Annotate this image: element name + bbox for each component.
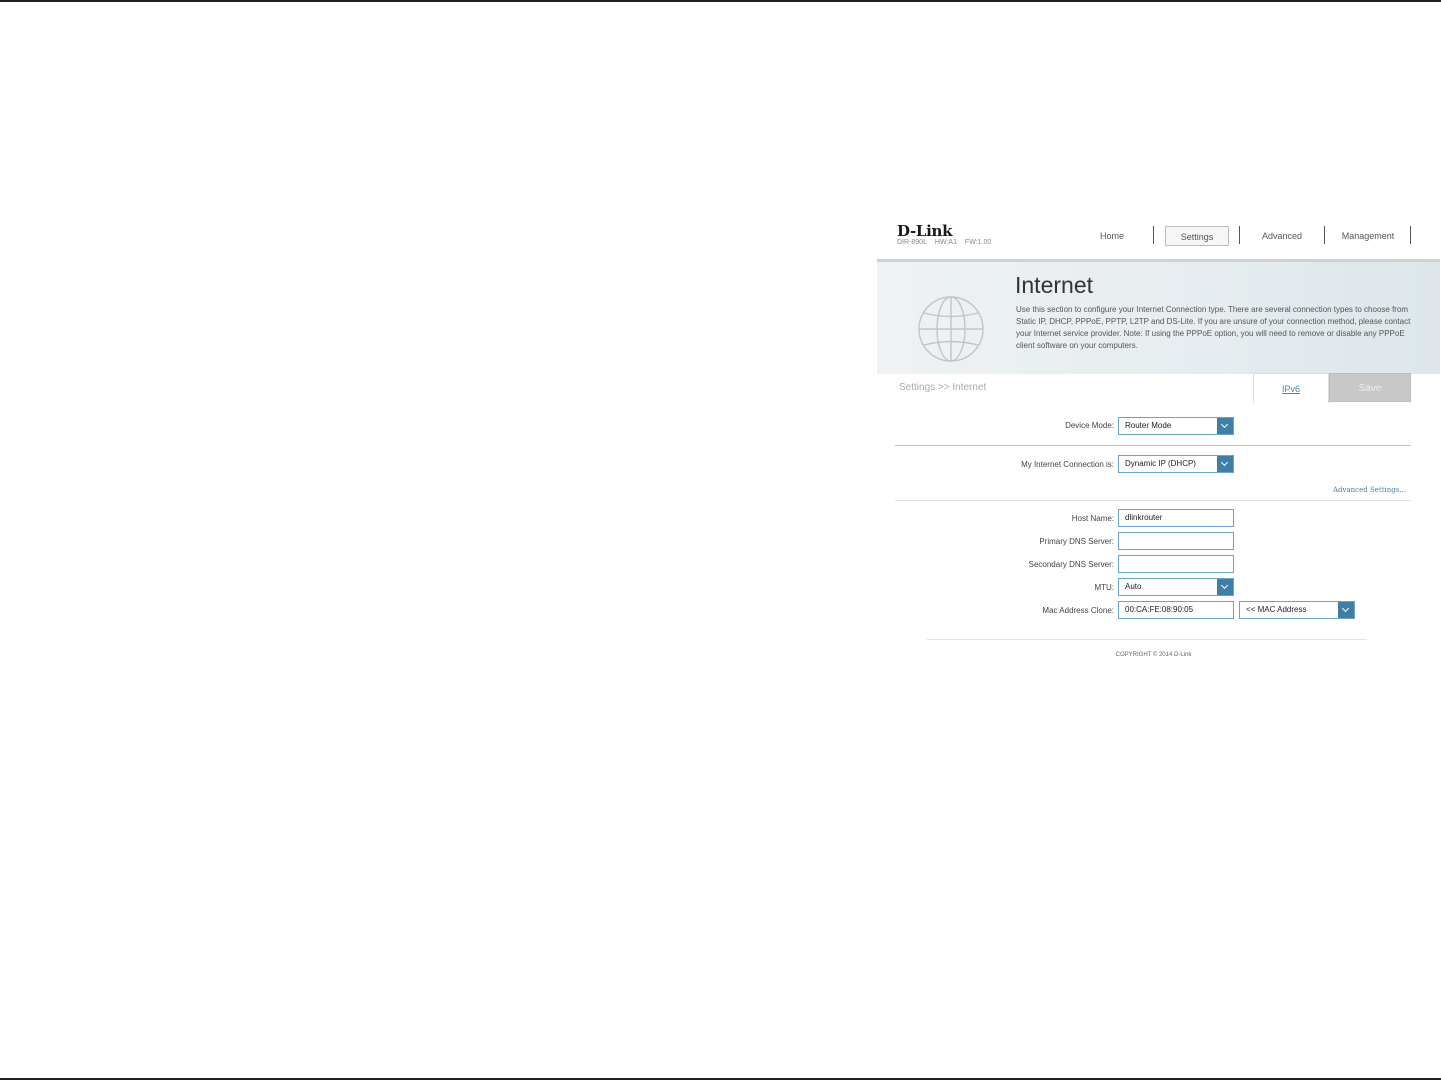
mac-clone-label: Mac Address Clone: <box>1042 606 1114 615</box>
nav-separator <box>1410 226 1411 244</box>
mtu-select[interactable] <box>1118 578 1234 596</box>
nav-advanced[interactable]: Advanced <box>1261 231 1303 241</box>
host-name-label: Host Name: <box>1071 514 1114 523</box>
page-bottom-rule <box>0 1078 1441 1080</box>
breadcrumb: Settings >> Internet <box>899 382 987 393</box>
fw-label: FW:1.00 <box>964 239 992 246</box>
chevron-down-icon <box>1217 579 1233 595</box>
mtu-value: Auto <box>1125 582 1142 591</box>
chevron-down-icon <box>1217 456 1233 472</box>
connection-type-label: My Internet Connection is: <box>1021 460 1114 469</box>
secondary-dns-label: Secondary DNS Server: <box>1028 560 1114 569</box>
connection-type-select[interactable] <box>1118 455 1234 473</box>
save-button[interactable]: Save <box>1329 373 1411 402</box>
mac-address-select-value: << MAC Address <box>1246 605 1307 614</box>
primary-dns-label: Primary DNS Server: <box>1039 537 1114 546</box>
copyright-text: COPYRIGHT © 2014 D-Link <box>1115 652 1192 658</box>
nav-home[interactable]: Home <box>1099 231 1124 241</box>
device-mode-label: Device Mode: <box>1065 421 1114 430</box>
firmware-info <box>897 239 997 246</box>
dlink-logo: D-Link <box>897 222 953 240</box>
page-description: Use this section to configure your Internet Connection type. There are several connection types to choose from Static IP, DHCP, PPPoE, PPTP, L2TP and DS-Lite. If you are unsure of your connection method, please contact your Internet service provider. Note: If using the PPPoE option, you will need to remove or disable any PPPoE client software on your computers. <box>1016 305 1411 350</box>
ipv6-link[interactable]: IPv6 <box>1253 373 1329 403</box>
connection-type-value: Dynamic IP (DHCP) <box>1125 459 1196 468</box>
model-label: DIR-890L <box>897 239 927 246</box>
mac-address-select[interactable] <box>1239 601 1355 619</box>
globe-icon <box>917 295 985 363</box>
nav-settings[interactable]: Settings <box>1165 226 1229 246</box>
mtu-label: MTU: <box>1094 583 1114 592</box>
advanced-settings-link[interactable]: Advanced Settings... <box>1333 486 1407 494</box>
hw-label: HW:A1 <box>934 239 957 246</box>
page-top-rule <box>0 0 1441 2</box>
nav-separator <box>1324 226 1325 244</box>
nav-separator <box>1153 226 1154 244</box>
section-divider <box>895 445 1411 446</box>
chevron-down-icon <box>1338 602 1354 618</box>
nav-separator <box>1239 226 1240 244</box>
secondary-dns-input[interactable] <box>1118 555 1234 573</box>
section-divider <box>895 500 1411 501</box>
host-name-input[interactable]: dlinkrouter <box>1118 509 1234 527</box>
mac-clone-input[interactable]: 00:CA:FE:08:90:05 <box>1118 601 1234 619</box>
router-ui-screenshot <box>877 212 1440 692</box>
page-banner <box>877 262 1440 374</box>
primary-dns-input[interactable] <box>1118 532 1234 550</box>
page-title: Internet <box>1015 272 1093 298</box>
chevron-down-icon <box>1217 418 1233 434</box>
nav-management[interactable]: Management <box>1341 231 1395 241</box>
device-mode-select[interactable] <box>1118 417 1234 435</box>
footer-divider <box>927 639 1367 640</box>
device-mode-value: Router Mode <box>1125 421 1172 430</box>
